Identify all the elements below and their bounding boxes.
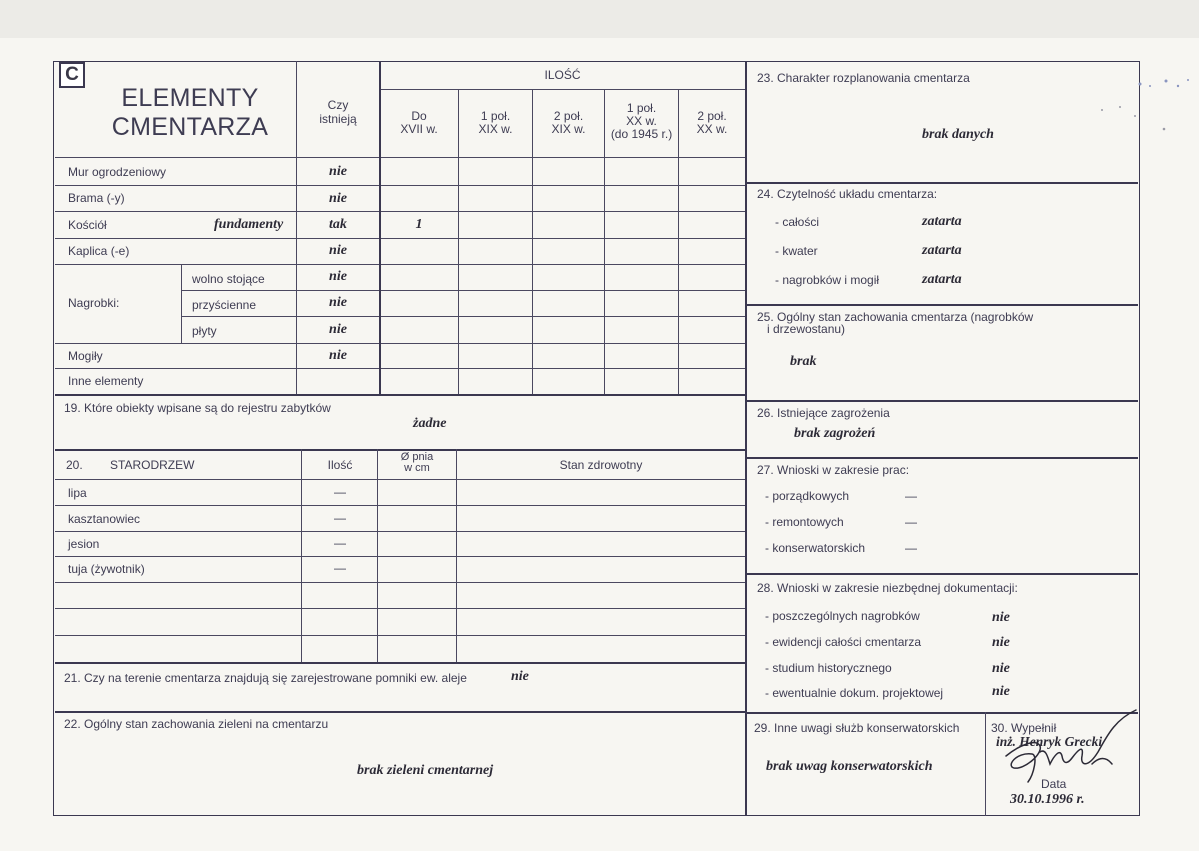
czy-header: Czy istnieją bbox=[319, 98, 357, 126]
q28-label: 28. Wnioski w zakresie niezbędnej dokumentacji: bbox=[757, 581, 1018, 595]
tree-name: lipa bbox=[68, 486, 87, 500]
q25-label-cont: i drzewostanu) bbox=[767, 322, 846, 336]
q30-date-label: Data bbox=[1041, 777, 1067, 791]
q28-item-value: nie bbox=[992, 684, 1010, 699]
q28-item-value: nie bbox=[992, 635, 1010, 650]
q30-label: 30. Wypełnił bbox=[991, 721, 1057, 735]
tree-count: — bbox=[334, 536, 346, 550]
scan-background bbox=[0, 0, 1199, 38]
signature bbox=[988, 708, 1138, 793]
q24-item-value: zatarta bbox=[922, 243, 962, 258]
q27-item-label: - porządkowych bbox=[765, 489, 850, 503]
period-header: Do XVII w. bbox=[400, 109, 438, 136]
period-header: 2 poł. XX w. bbox=[696, 109, 728, 136]
q23-answer: brak danych bbox=[922, 127, 994, 142]
q30-name: inż. Henryk Grecki bbox=[996, 734, 1103, 749]
q24-item-value: zatarta bbox=[922, 272, 962, 287]
q24-label: 24. Czytelność układu cmentarza: bbox=[757, 187, 938, 201]
q20-title: STARODRZEW bbox=[110, 458, 195, 472]
q28-item-label: - studium historycznego bbox=[765, 661, 892, 675]
section-title-line1: ELEMENTY bbox=[121, 84, 259, 112]
row-label: Mogiły bbox=[68, 349, 103, 363]
q26-label: 26. Istniejące zagrożenia bbox=[757, 406, 890, 420]
q19-label: 19. Które obiekty wpisane są do rejestru zabytków bbox=[64, 401, 331, 415]
q24-item-label: - całości bbox=[775, 215, 820, 229]
q24-item-label: - nagrobków i mogił bbox=[775, 273, 880, 287]
q27-label: 27. Wnioski w zakresie prac: bbox=[757, 463, 910, 477]
section-letter: C bbox=[59, 62, 85, 88]
q20-col-pnia: Ø pnia w cm bbox=[400, 451, 434, 474]
tree-name: kasztanowiec bbox=[68, 512, 141, 526]
czy-value: nie bbox=[329, 164, 347, 179]
row-sublabel: wolno stojące bbox=[192, 272, 265, 286]
q25-label: 25. Ogólny stan zachowania cmentarza (nagrobków bbox=[757, 310, 1034, 324]
row-label: Brama (-y) bbox=[68, 191, 125, 205]
tree-count: — bbox=[334, 561, 346, 575]
form-frame bbox=[53, 61, 1140, 816]
period-header: 1 poł. XX w. (do 1945 r.) bbox=[610, 101, 673, 141]
row-label: Inne elementy bbox=[68, 374, 144, 388]
ilosc-header: ILOŚĆ bbox=[544, 68, 581, 82]
q28-item-label: - ewidencji całości cmentarza bbox=[765, 635, 922, 649]
q28-item-label: - poszczególnych nagrobków bbox=[765, 609, 920, 623]
czy-value: nie bbox=[329, 295, 347, 310]
scan-specks bbox=[1080, 72, 1199, 142]
q27-item-label: - remontowych bbox=[765, 515, 844, 529]
q20-col-ilosc: Ilość bbox=[327, 458, 353, 472]
q19-answer: żadne bbox=[413, 416, 447, 431]
czy-value: nie bbox=[329, 191, 347, 206]
q27-item-value: — bbox=[905, 541, 917, 555]
q21-answer: nie bbox=[511, 669, 529, 684]
kosciol-note: fundamenty bbox=[214, 217, 284, 232]
tree-name: tuja (żywotnik) bbox=[68, 562, 145, 576]
czy-value: nie bbox=[329, 348, 347, 363]
row-label: Mur ogrodzeniowy bbox=[68, 165, 167, 179]
q26-answer: brak zagrożeń bbox=[794, 426, 876, 441]
row-label: Kościół bbox=[68, 218, 107, 232]
q27-item-value: — bbox=[905, 489, 917, 503]
row-sublabel: przyścienne bbox=[192, 298, 257, 312]
row-sublabel: płyty bbox=[192, 324, 217, 338]
q27-item-value: — bbox=[905, 515, 917, 529]
q20-col-stan: Stan zdrowotny bbox=[559, 458, 643, 472]
q27-item-label: - konserwatorskich bbox=[765, 541, 866, 555]
period-header: 1 poł. XIX w. bbox=[478, 109, 513, 136]
tree-count: — bbox=[334, 485, 346, 499]
q29-answer: brak uwag konserwatorskich bbox=[766, 759, 933, 774]
czy-value: nie bbox=[329, 243, 347, 258]
czy-value: nie bbox=[329, 269, 347, 284]
section-title-line2: CMENTARZA bbox=[111, 113, 269, 141]
nagrobki-label: Nagrobki: bbox=[68, 296, 120, 310]
q23-label: 23. Charakter rozplanowania cmentarza bbox=[757, 71, 970, 85]
q25-answer: brak bbox=[790, 354, 817, 369]
q21-label: 21. Czy na terenie cmentarza znajdują się zarejestrowane pomniki ew. aleje bbox=[64, 671, 467, 685]
q29-label: 29. Inne uwagi służb konserwatorskich bbox=[754, 721, 960, 735]
tree-name: jesion bbox=[68, 537, 100, 551]
q28-item-label: - ewentualnie dokum. projektowej bbox=[765, 686, 944, 700]
q28-item-value: nie bbox=[992, 610, 1010, 625]
tree-count: — bbox=[334, 511, 346, 525]
q24-item-value: zatarta bbox=[922, 214, 962, 229]
row-label: Kaplica (-e) bbox=[68, 244, 130, 258]
q22-label: 22. Ogólny stan zachowania zieleni na cmentarzu bbox=[64, 717, 329, 731]
kosciol-count: 1 bbox=[415, 217, 423, 232]
q20-num: 20. bbox=[66, 458, 83, 472]
q22-answer: brak zieleni cmentarnej bbox=[357, 763, 494, 778]
czy-value: tak bbox=[329, 217, 347, 232]
q30-date: 30.10.1996 r. bbox=[1010, 792, 1085, 807]
q28-item-value: nie bbox=[992, 661, 1010, 676]
q24-item-label: - kwater bbox=[775, 244, 818, 258]
period-header: 2 poł. XIX w. bbox=[551, 109, 586, 136]
czy-value: nie bbox=[329, 322, 347, 337]
